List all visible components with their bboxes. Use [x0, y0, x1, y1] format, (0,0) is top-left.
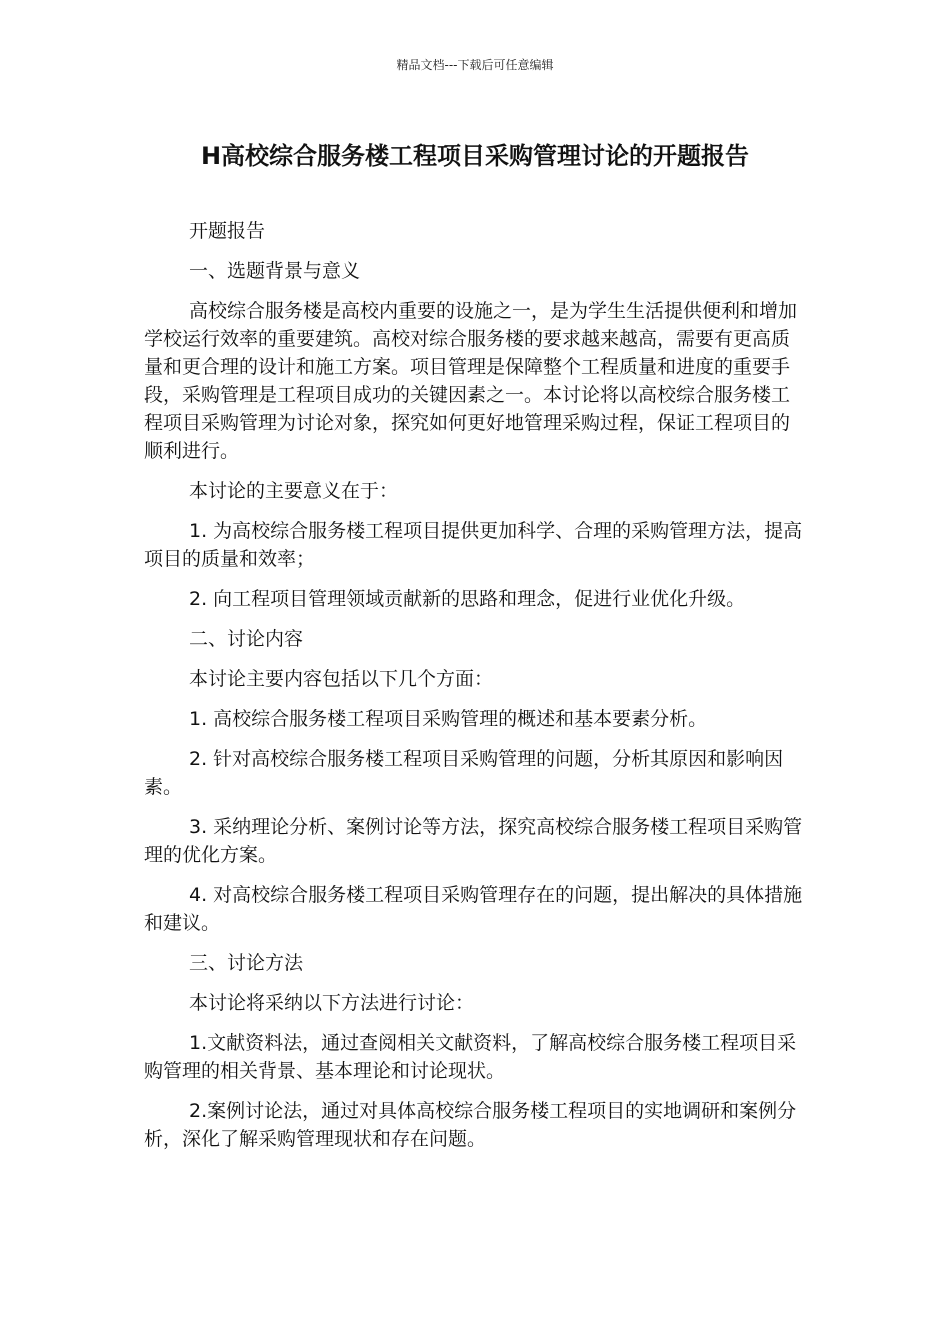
list-item-significance-2: 2. 向工程项目管理领域贡献新的思路和理念，促进行业优化升级。 — [189, 588, 746, 610]
paragraph-method-intro: 本讨论将采纳以下方法进行讨论： — [189, 992, 475, 1014]
list-item-content-4: 4. 对高校综合服务楼工程项目采购管理存在的问题，提出解决的具体措施和建议。 — [144, 884, 803, 934]
section-heading-content: 二、讨论内容 — [189, 628, 304, 650]
paragraph-content-intro: 本讨论主要内容包括以下几个方面： — [189, 668, 494, 690]
list-item-significance-1: 1. 为高校综合服务楼工程项目提供更加科学、合理的采购管理方法，提高项目的质量和效率； — [144, 520, 803, 570]
list-item-content-2: 2. 针对高校综合服务楼工程项目采购管理的问题，分析其原因和影响因素。 — [144, 748, 784, 798]
paragraph-significance-intro: 本讨论的主要意义在于： — [189, 480, 399, 502]
list-item-method-2: 2.案例讨论法，通过对具体高校综合服务楼工程项目的实地调研和案例分析，深化了解采购管理现状和存在问题。 — [144, 1100, 797, 1150]
section-label-report: 开题报告 — [189, 220, 266, 242]
paragraph-background: 高校综合服务楼是高校内重要的设施之一，是为学生生活提供便利和增加学校运行效率的重要建筑。高校对综合服务楼的要求越来越高，需要有更高质量和更合理的设计和施工方案。项目管理是保障整个工程质量和进度的重要手段，采购管理是工程项目成功的关键因素之一。本讨论将以高校综合服务楼工程项目采购管理为讨论对象，探究如何更好地管理采购过程，保证工程项目的顺利进行。 — [144, 300, 798, 462]
header-note: 精品文档---下载后可任意编辑 — [396, 58, 554, 72]
document-title: H高校综合服务楼工程项目采购管理讨论的开题报告 — [200, 142, 750, 170]
list-item-content-3: 3. 采纳理论分析、案例讨论等方法，探究高校综合服务楼工程项目采购管理的优化方案。 — [144, 816, 803, 866]
list-item-method-1: 1.文献资料法，通过查阅相关文献资料，了解高校综合服务楼工程项目采购管理的相关背景、基本理论和讨论现状。 — [144, 1032, 797, 1082]
list-item-content-1: 1. 高校综合服务楼工程项目采购管理的概述和基本要素分析。 — [189, 708, 708, 730]
section-heading-method: 三、讨论方法 — [189, 952, 304, 974]
section-heading-background: 一、选题背景与意义 — [189, 260, 361, 282]
document-body — [144, 217, 808, 1165]
